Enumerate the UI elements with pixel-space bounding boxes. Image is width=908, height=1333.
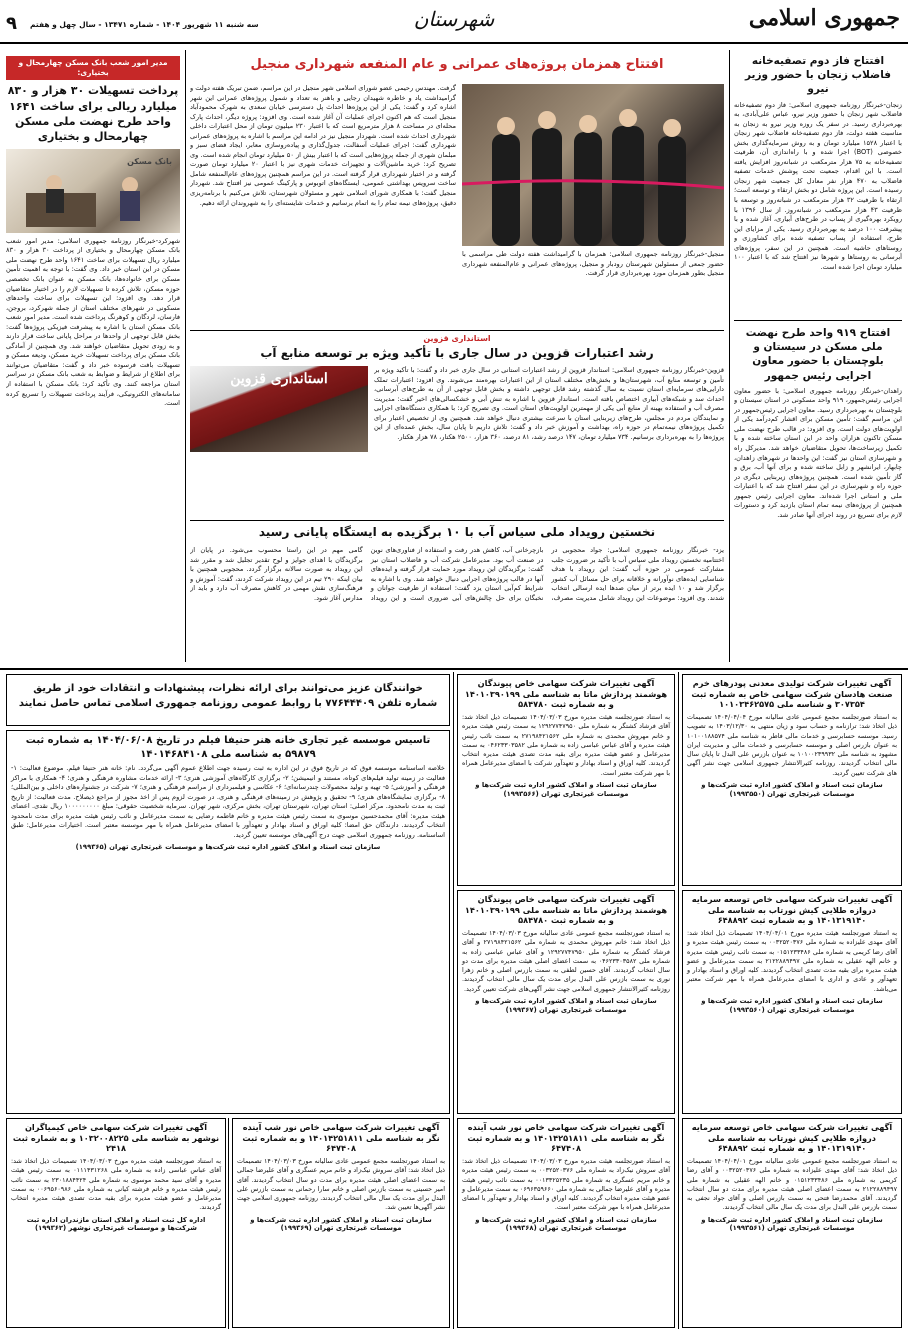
bank-office-photo	[6, 149, 180, 233]
story-kicker: استانداری قزوین	[423, 334, 491, 343]
municipal-body	[190, 84, 456, 328]
photo-banner-text: استانداری قزوین	[230, 371, 328, 387]
ad-notice: تاسیس موسسه غیر تجاری خانه هنر حنیفا فیلم در تاریخ ۱۴۰۴/۰۶/۰۸ به شماره ثبت ۵۹۸۷۹ به شناسه ملی ۱۴۰۱۴۶۸۴۱۰۸ خلاصه اساسنامه موسسه فوق که در تاریخ فوق در این اداره به ثبت رسیده جهت اطلاع عموم آگهی می‌گردد. نام: خانه هنر حنیفا فیلم. موضوع فعالیت: ۱- فعالیت در زمینه تولید فیلم‌های کوتاه، مستند و انیمیشن؛ ۲- برگزاری کارگاه‌های آموزشی هنری؛ ۳- ارائه خدمات مشاوره فرهنگی و هنری؛ ۴- همکاری با مراکز فرهنگی و آموزشی؛ ۵- تهیه و تولید محصولات چندرسانه‌ای؛ ۶- عکاسی و فیلمبرداری از مراسم فرهنگی و هنری؛ ۷- شرکت در جشنواره‌های داخلی و بین‌المللی؛ ۸- برگزاری نمایشگاه‌های هنری؛ ۹- تحقیق و پژوهش در زمینه‌های فرهنگی و هنری. در صورت لزوم پس از اخذ مجوز از مراجع ذیصلاح. مدت فعالیت: از تاریخ ثبت به مدت نامحدود. مرکز اصلی: استان تهران، شهرستان تهران، بخش مرکزی، شهر تهران. سرمایه شخصیت حقوقی: مبلغ ۱۰۰۰۰۰۰۰۰۰ ریال نقدی. اعضای هیئت مدیره: آقای محمدحسین موسوی به سمت رئیس هیئت مدیره و خانم فاطمه رضایی به سمت مدیرعامل و نائب رئیس هیئت مدیره برای مدت نامحدود انتخاب گردیدند. دارندگان حق امضا: کلیه اوراق و اسناد بهادار و تعهدآور با امضای مدیرعامل همراه با مهر موسسه معتبر است. اختیارات مدیرعامل: طبق اساسنامه. روزنامه جمهوری اسلامی جهت درج آگهی‌های موسسه تعیین گردید. سازمان ثبت اسناد و املاک کشور اداره ثبت شرکت‌ها و موسسات غیرتجاری تهران (۱۹۹۳۶۵)	[6, 730, 450, 1114]
water-headline	[190, 524, 724, 542]
section-divider	[0, 668, 908, 670]
issue-info: سه شنبه ۱۱ شهریور ۱۴۰۴ - شماره ۱۳۴۷۱ - سال چهل و هفتم	[30, 20, 259, 29]
story-body: زنجان-خبرنگار روزنامه جمهوری اسلامی: فاز دوم تصفیه‌خانه فاضلاب شهر زنجان با حضور وزیر نیرو، عباس علی‌آبادی، به بهره‌برداری رسید. در سفر یک روزه وزیر نیرو به زنجان به مناسبت هفته دولت، فاز دوم تصفیه‌خانه فاضلاب شهر زنجان با اعتبار ۱۵۲۸ میلیارد تومان و به روش سرمایه‌گذاری بخش خصوصی (BOT) اجرا شده و با راه‌اندازی آن، ظرفیت تصفیه‌خانه به ۷۵ هزار مترمکعب در شبانه‌روز افزایش یافته است. با این اقدام، جمعیت تحت پوشش خدمات تصفیه فاضلاب به ۴۷۰ هزار نفر معادل کل جمعیت شهر زنجان رسیده است. این پروژه شامل دو بخش ارتقاء و توسعه است؛ ارتقاء با ظرفیت ۳۲ هزار مترمکعب در شبانه‌روز و توسعه با ظرفیت ۴۳ هزار مترمکعب در شبانه‌روز. از سال ۱۳۹۶ با رویکرد بهره‌گیری از پساب در طرح‌های آبیاری، آغاز شده و با پیشرفت ۱۰۰ درصد به بهره‌برداری رسید. یکی از مزایای این طرح، استفاده از پساب تصفیه شده برای کشاورزی و روستاهای حاشیه است. همچنین در این سفر، پروژه‌های آبرسانی به روستاها و شهرها نیز افتتاح شد که با اعتبار ۱۰۰ میلیارد تومان اجرا شده است.	[734, 100, 902, 271]
story-body: شهرکرد-خبرنگار روزنامه جمهوری اسلامی: مدیر امور شعب بانک مسکن چهارمحال و بختیاری از پرداخت ۳۰ هزار و ۸۳۰ میلیارد ریال تسهیلات برای ساخت ۱۶۴۱ واحد طرح نهضت ملی مسکن در این استان خبر داد. وی گفت: با توجه به اهمیت تأمین مسکن برای خانواده‌ها، بانک مسکن به عنوان بانک تخصصی حوزه مسکن، تلاش کرده تا تسهیلات لازم را در اختیار متقاضیان قرار دهد. وی افزود: این تسهیلات برای ساخت واحدهای مسکونی در شهرهای مختلف استان از جمله شهرکرد، بروجن، فارسان، لردگان و کوهرنگ پرداخت شده است. مدیر امور شعب بانک مسکن استان با اشاره به پیشرفت فیزیکی پروژه‌ها گفت: بخش قابل توجهی از واحدها در مراحل پایانی ساخت قرار دارند و به زودی تحویل متقاضیان خواهند شد. وی همچنین از آمادگی بانک مسکن برای پرداخت تسهیلات خرید مسکن، ودیعه مسکن و تسهیلات بافت فرسوده خبر داد و گفت: متقاضیان می‌توانند برای اطلاع از شرایط و ضوابط به شعب بانک مسکن در سراسر استان مراجعه کنند. وی تأکید کرد: بانک مسکن با استفاده از سامانه‌های الکترونیکی، فرآیند پرداخت تسهیلات را تسریع کرده است.	[6, 236, 180, 408]
story-sewage	[734, 54, 902, 334]
ad-notice: آگهی تغییرات شرکت سهامی خاص نور شب آینده نگر به شناسه ملی ۱۴۰۱۴۲۵۱۸۱۱ و به شماره ثبت ۶۴۷۴۰۸ به استناد صورتجلسه مجمع عمومی عادی سالیانه مورخ ۱۴۰۴/۰۳/۰۳ تصمیمات ذیل اتخاذ شد: آقای سروش نیک‌زاد و خانم مریم عسگری و آقای علیرضا جمالی به سمت اعضای اصلی هیئت مدیره برای مدت دو سال انتخاب گردیدند. آقای امیر حسینی به سمت بازرس اصلی و خانم سارا رحمانی به سمت بازرس علی البدل برای مدت یک سال مالی انتخاب گردیدند. روزنامه جمهوری اسلامی جهت نشر آگهی‌ها تعیین شد. سازمان ثبت اسناد و املاک کشور اداره ثبت شرکت‌ها و موسسات غیرتجاری تهران (۱۹۹۳۶۹)	[232, 1118, 450, 1328]
qazvin-headline	[190, 334, 724, 364]
story-title: پرداخت تسهیلات ۳۰ هزار و ۸۳۰ میلیارد ریالی برای ساخت ۱۶۴۱ واحد طرح نهضت ملی مسکن چهارمحال و بختیاری	[7, 84, 179, 144]
ad-notice: آگهی تغییرات شرکت سهامی خاص پیوندگان هوشمند پردازش ماتا به شناسه ملی ۱۴۰۱۰۳۹۰۱۹۹ و به شماره ثبت ۵۸۴۷۸۰ به استناد صورتجلسه مجمع عمومی عادی سالیانه مورخ ۱۴۰۴/۰۳/۰۳ تصمیمات ذیل اتخاذ شد: خانم مهروش محمدی به شماره ملی ۲۷۱۹۸۴۲۱۵۶۲ و آقای فرشاد کشتگر به شماره ملی ۱۲۹۲۷۷۴۷۹۵۰ و آقای عباس عباسی زاده به شماره ملی ۰۴۶۲۳۳۰۳۵۸۲ به سمت اعضای اصلی هیئت مدیره برای مدت دو سال انتخاب گردیدند. آقای حسین لطفی به سمت بازرس اصلی و خانم زهرا نوری به سمت بازرس علی البدل برای مدت یک سال مالی انتخاب گردیدند. روزنامه کثیرالانتشار جمهوری اسلامی جهت نشر آگهی‌های شرکت تعیین گردید. سازمان ثبت اسناد و املاک کشور اداره ثبت شرکت‌ها و موسسات غیرتجاری تهران (۱۹۹۳۶۷)	[457, 890, 675, 1114]
water-body	[190, 546, 724, 664]
photo-banner-text: بانک مسکن	[127, 156, 172, 166]
story-divider	[734, 320, 902, 321]
story-title: رشد اعتبارات قزوین در سال جاری با تأکید ویژه بر توسعه منابع آب	[260, 345, 654, 360]
story-title: افتتاح ۹۱۹ واحد طرح نهضت ملی مسکن در سیستان و بلوچستان با حضور معاون اجرایی رئیس جمهور	[745, 327, 891, 382]
story-housing	[734, 326, 902, 662]
story-title: افتتاح همزمان پروژه‌های عمرانی و عام المنفعه شهرداری منجیل	[250, 57, 664, 72]
story-divider	[190, 520, 724, 521]
ad-notice: آگهی تغییرات شرکت سهامی خاص توسعه سرمایه دروازه طلایی کیش نورتاب به شناسه ملی ۱۴۰۱۳۱۹۱۴۰ و به شماره ثبت ۶۴۸۸۹۲ به استناد صورتجلسه هیئت مدیره مورخ ۱۴۰۴/۰۴/۰۱ تصمیمات ذیل اتخاذ شد: آقای مهدی علیزاده به شماره ملی ۰۰۳۲۵۲۰۳۷۶ به سمت رئیس هیئت مدیره و آقای رضا کریمی به شماره ملی ۰۱۵۱۲۳۳۴۸۶ به سمت نائب رئیس هیئت مدیره و خانم الهه عقیلی به شماره ملی ۲۱۲۲۸۸۹۴۹۷ به سمت مدیرعامل و عضو هیئت مدیره برای بقیه مدت تصدی انتخاب گردیدند. کلیه اوراق و اسناد بهادار و تعهدآور و عادی و اداری با امضای مدیرعامل همراه با مهر شرکت معتبر می‌باشد. سازمان ثبت اسناد و املاک کشور اداره ثبت شرکت‌ها و موسسات غیرتجاری تهران (۱۹۹۳۵۶۰)	[682, 890, 902, 1114]
column-divider	[678, 672, 679, 1329]
municipal-headline	[190, 56, 724, 82]
story-divider	[190, 330, 724, 331]
newspaper-logo: جمهوری اسلامی	[748, 5, 900, 31]
column-divider	[228, 1118, 229, 1329]
ribbon-cutting-photo	[462, 84, 724, 246]
reader-notice: خوانندگان عزیز می‌توانند برای ارائه نظرات، پیشنهادات و انتقادات خود از طریق شماره تلفن ۷۷۶۴۴۴۰۹ با روابط عمومی روزنامه جمهوری اسلامی تماس حاصل نمایند	[6, 674, 450, 726]
story-title: نخستین رویداد ملی سیاس آب با ۱۰ برگزیده به ایستگاه پایانی رسید	[258, 525, 656, 539]
story-body: زاهدان-خبرنگار روزنامه جمهوری اسلامی: با حضور معاون اجرایی رئیس‌جمهور، ۹۱۹ واحد مسکونی در استان سیستان و بلوچستان به بهره‌برداری رسید. معاون اجرایی رئیس‌جمهور در این مراسم گفت: تأمین مسکن برای اقشار کم‌درآمد یکی از اولویت‌های دولت است. وی افزود: در قالب طرح نهضت ملی مسکن تاکنون هزاران واحد در این استان ساخته شده و با تکمیل زیرساخت‌ها، تحویل متقاضیان خواهد شد. مدیرکل راه و شهرسازی استان نیز گفت: این واحدها در شهرهای زاهدان، چابهار، ایرانشهر و زابل ساخته شده و برای آنها آب، برق و گاز تأمین شده است. همچنین پروژه‌های زیربنایی دیگری در حوزه راه و شهرسازی در این سفر افتتاح شد که با اعتبارات ملی و استانی اجرا شده‌اند. معاون اجرایی رئیس جمهور همچنین از پروژه‌های نیمه تمام استان بازدید کرد و دستورات لازم برای تسریع در روند اجرای آنها صادر شد.	[734, 386, 902, 519]
story-body: قزوین-خبرنگار روزنامه جمهوری اسلامی: استاندار قزوین از رشد اعتبارات استانی در سال جاری خبر داد و گفت: با تأکید ویژه بر تأمین و توسعه منابع آب، شهرستان‌ها و بخش‌های مختلف استان از این اعتبارات بهره‌مند می‌شوند. وی افزود: اعتبارات تملک دارایی‌های سرمایه‌ای استان نسبت به سال گذشته رشد قابل توجهی داشته و بخش قابل توجهی از آن به طرح‌های آبرسانی، احداث سد و شبکه‌های آبیاری اختصاص یافته است. استاندار قزوین با اشاره به تنش آبی و خشکسالی‌های اخیر گفت: مدیریت مصرف آب و استفاده بهینه از منابع آبی یکی از مهمترین اولویت‌های استان است. وی تصریح کرد: با همکاری دستگاه‌های اجرایی و نمایندگان مردم در مجلس، طرح‌های زیربنایی استان با سرعت بیشتری دنبال خواهد شد. همچنین وی از تخصیص اعتبار برای تکمیل پروژه‌های نیمه‌تمام در حوزه راه، بهداشت و آموزش خبر داد و گفت: تلاش داریم تا پایان سال، بخش عمده‌ای از این پروژه‌ها را به بهره‌برداری برسانیم. ۷۳۴ میلیارد تومان، ۱۴۷ درصد رشد، ۸۱ درصد، ۳۶۰ هزار، ۲۵۰۰ هکتار، ۷۸ هزار هکتار.	[374, 366, 724, 441]
story-kicker: مدیر امور شعب بانک مسکن چهارمحال و بختیاری:	[6, 56, 180, 80]
masthead	[0, 0, 908, 44]
story-body: گرفت. مهندس رحیمی عضو شورای اسلامی شهر منجیل در این مراسم، ضمن تبریک هفته دولت و گرامیداشت یاد و خاطره شهیدان رجایی و باهنر به تعداد و شمول پروژه‌های عمرانی این شهر اشاره کرد و گفت: یکی از این پروژه‌ها احداث پل دسترسی خیابان سعدی به شهرک محمودآباد منجیل است که هم اکنون اجرای عملیات آن آغاز شده است. وی افزود: پروژه دیگر، احداث پارک محله‌ای در مساحت ۸ هزار مترمربع است که با اعتبار ۲۳۰ میلیون تومان از محل اعتبارات داخلی شهرداری احداث شده است. شهردار منجیل نیز در ادامه این مراسم با اشاره به پروژه‌های عمرانی شهرداری گفت: اجرای عملیات آسفالت، جدول‌گذاری و پیاده‌روسازی معابر، ایجاد فضای سبز و مبلمان شهری از جمله پروژه‌هایی است که با اعتبار بیش از ۵۰ میلیارد تومان انجام شده است. وی تصریح کرد: خرید ماشین‌آلات و تجهیزات خدمات شهری نیز با اعتبار ۲۰ میلیارد تومان صورت گرفته و در اختیار شهرداری قرار گرفته است. در این مراسم همچنین پروژه‌های عام‌المنفعه شامل ساخت سرویس بهداشتی عمومی، ایستگاه‌های اتوبوس و پارکینگ عمومی نیز افتتاح شد. شهردار منجیل گفت: با همکاری شورای اسلامی شهر و مسئولان شهرستان، تلاش می‌کنیم با برنامه‌ریزی دقیق، پروژه‌های نیمه تمام را به اتمام برسانیم و خدمات شایسته‌ای را به شهروندان ارائه دهیم.	[190, 84, 456, 207]
qazvin-body	[374, 366, 724, 516]
governor-meeting-photo	[190, 366, 368, 452]
section-title: شهرستان	[413, 7, 495, 31]
people-silhouettes-icon	[462, 84, 724, 246]
photo-caption: منجیل-خبرنگار روزنامه جمهوری اسلامی: همزمان با گرامیداشت هفته دولت طی مراسمی با حضور جمعی از مسئولین شهرستان رودبار و منجیل، پروژه‌های عمرانی و عام‌المنفعه شهرداری منجیل بطور همزمان مورد بهره‌برداری قرار گرفت.	[462, 250, 724, 278]
qazvin-body-cont	[190, 456, 368, 518]
story-bank	[6, 56, 180, 662]
ad-notice: آگهی تغییرات شرکت سهامی خاص توسعه سرمایه دروازه طلایی کیش نورتاب به شناسه ملی ۱۴۰۱۳۱۹۱۴۰ و به شماره ثبت ۶۴۸۸۹۲ به استناد صورتجلسه مجمع عمومی عادی سالیانه مورخ ۱۴۰۴/۰۴/۰۱ تصمیمات ذیل اتخاذ شد: آقای مهدی علیزاده به شماره ملی ۰۰۳۲۵۲۰۳۷۶ و آقای رضا کریمی به شماره ملی ۰۱۵۱۲۳۳۴۸۶ و خانم الهه عقیلی به شماره ملی ۲۱۲۲۸۸۹۴۹۷ به سمت اعضای اصلی هیئت مدیره برای مدت دو سال انتخاب گردیدند. آقای محمدرضا فتحی به سمت بازرس اصلی و آقای جواد نجفی به سمت بازرس علی البدل برای مدت یک سال مالی انتخاب گردیدند. سازمان ثبت اسناد و املاک کشور اداره ثبت شرکت‌ها و موسسات غیرتجاری تهران (۱۹۹۳۵۶۱)	[682, 1118, 902, 1328]
ad-notice: آگهی تغییرات شرکت سهامی خاص پیوندگان هوشمند پردازش ماتا به شناسه ملی ۱۴۰۱۰۳۹۰۱۹۹ و به شماره ثبت ۵۸۴۷۸۰ به استناد صورتجلسه هیئت مدیره مورخ ۱۴۰۴/۰۳/۰۳ تصمیمات ذیل اتخاذ شد: آقای فرشاد کشتگر به شماره ملی ۱۲۹۲۷۷۴۷۹۵۰ به سمت رئیس هیئت مدیره و خانم مهروش محمدی به شماره ملی ۲۷۱۹۸۴۲۱۵۶۲ به سمت نائب رئیس هیئت مدیره و آقای عباس عباسی زاده به شماره ملی ۰۴۶۲۳۳۰۳۵۸۲ به سمت مدیرعامل و عضو هیئت مدیره برای بقیه مدت تصدی هیئت مدیره انتخاب گردیدند. کلیه اوراق و اسناد بهادار و تعهدآور شرکت با امضای مدیرعامل همراه با مهر شرکت معتبر است. سازمان ثبت اسناد و املاک کشور اداره ثبت شرکت‌ها و موسسات غیرتجاری تهران (۱۹۹۳۵۶۶)	[457, 674, 675, 886]
ad-notice: آگهی تغییرات شرکت تولیدی معدنی پودرهای خرم صنعت هادسان شرکت سهامی خاص به شماره ثبت ۳۰۷۳۵۴ و شناسه ملی ۱۰۱۰۳۴۶۲۵۷۵ به استناد صورتجلسه مجمع عمومی عادی سالیانه مورخ ۱۴۰۴/۰۴/۰۴ تصمیمات ذیل اتخاذ شد: ترازنامه و حساب سود و زیان منتهی به ۱۴۰۳/۱۲/۳۰ به تصویب رسید. موسسه حسابرسی و خدمات مالی فاطر به شناسه ملی ۱۰۱۰۰۱۸۸۵۷۴ به عنوان بازرس اصلی و موسسه حسابرسی و خدمات مالی و مدیریت ایران مشهود به شناسه ملی ۱۰۱۰۰۲۳۹۹۳۲ به عنوان بازرس علی البدل تا پایان سال مالی انتخاب گردیدند. روزنامه کثیرالانتشار جمهوری اسلامی جهت نشر آگهی های شرکت تعیین گردید. سازمان ثبت اسناد و املاک کشور اداره ثبت شرکت‌ها و موسسات غیرتجاری تهران (۱۹۹۳۵۵۰)	[682, 674, 902, 886]
page-number: ۹	[6, 13, 17, 34]
ad-notice: آگهی تغییرات شرکت سهامی خاص کیمیاگران نوشهر به شناسه ملی ۱۰۳۲۰۰۸۲۲۵ و به شماره ثبت ۲۴۱۸ به استناد صورتجلسه هیئت مدیره مورخ ۱۴۰۴/۰۳/۰۳ تصمیمات ذیل اتخاذ شد: آقای عباس عباسی زاده به شماره ملی ۰۱۱۱۴۳۱۲۶۸ به سمت رئیس هیئت مدیره و آقای سید محمد موسوی به شماره ملی ۲۳۰۱۸۸۴۴۲۴ به سمت نائب رئیس هیئت مدیره و خانم فرشته کیانی به شماره ملی ۰۰۶۹۵۶۰۹۸۶ به سمت مدیرعامل و عضو هیئت مدیره برای بقیه مدت تصدی هیئت مدیره انتخاب گردیدند. اداره کل ثبت اسناد و املاک استان مازندران اداره ثبت شرکت‌ها و موسسات غیرتجاری نوشهر (۱۹۹۳۶۲)	[6, 1118, 226, 1328]
column-divider	[453, 672, 454, 1329]
story-title: افتتاح فاز دوم تصفیه‌خانه فاضلاب زنجان با حضور وزیر نیرو	[744, 55, 892, 96]
ad-notice: آگهی تغییرات شرکت سهامی خاص نور شب آینده نگر به شناسه ملی ۱۴۰۱۴۲۵۱۸۱۱ و به شماره ثبت ۶۴۷۴۰۸ به استناد صورتجلسه هیئت مدیره مورخ ۱۴۰۴/۰۳/۰۳ تصمیمات ذیل اتخاذ شد: آقای سروش نیک‌زاد به شماره ملی ۰۰۳۲۵۲۰۳۷۶ به سمت رئیس هیئت مدیره و خانم مریم عسگری به شماره ملی ۰۰۱۳۳۲۵۲۳۵ به سمت نائب رئیس هیئت مدیره و آقای علیرضا جمالی به شماره ملی ۰۶۹۶۳۵۹۶۶۰ به سمت مدیرعامل و عضو هیئت مدیره انتخاب گردیدند. کلیه اوراق و اسناد بهادار و تعهدآور با امضای مدیرعامل همراه با مهر شرکت معتبر است. سازمان ثبت اسناد و املاک کشور اداره ثبت شرکت‌ها و موسسات غیرتجاری تهران (۱۹۹۳۶۸)	[457, 1118, 675, 1328]
story-body: یزد- خبرنگار روزنامه جمهوری اسلامی: جواد محجوبی در اختتامیه نخستین رویداد ملی سیاس آب با تأکید بر ضرورت جلب مشارکت عمومی در حوزه آب گفت: این رویداد با هدف شناسایی ایده‌های نوآورانه و خلاقانه برای حل مسائل آب کشور برگزار شد و ۱۰ ایده برتر از میان صدها ایده ارسالی انتخاب شدند. وی افزود: موضوعات این رویداد شامل مدیریت مصرف، بازچرخانی آب، کاهش هدر رفت و استفاده از فناوری‌های نوین در صنعت آب بود. مدیرعامل شرکت آب و فاضلاب استان نیز گفت: برگزیدگان این رویداد مورد حمایت قرار گرفته و ایده‌های آنها در قالب پروژه‌های اجرایی دنبال خواهد شد. وی با اشاره به شرایط کم‌آبی استان یزد گفت: استفاده از ظرفیت جوانان و نخبگان برای حل چالش‌های آبی ضروری است و این رویداد گامی مهم در این راستا محسوب می‌شود. در پایان از برگزیدگان با اهدای جوایز و لوح تقدیر تجلیل شد و مقرر شد این رویداد به صورت سالانه برگزار گردد. محجوبی همچنین با بیان اینکه ۲۹۰ تیم در این رویداد شرکت کردند، گفت: آموزش و فرهنگ‌سازی نقش مهمی در کاهش مصرف آب دارد و باید از مدارس آغاز شود.	[190, 546, 724, 602]
column-divider	[729, 50, 730, 662]
column-divider	[185, 50, 186, 662]
